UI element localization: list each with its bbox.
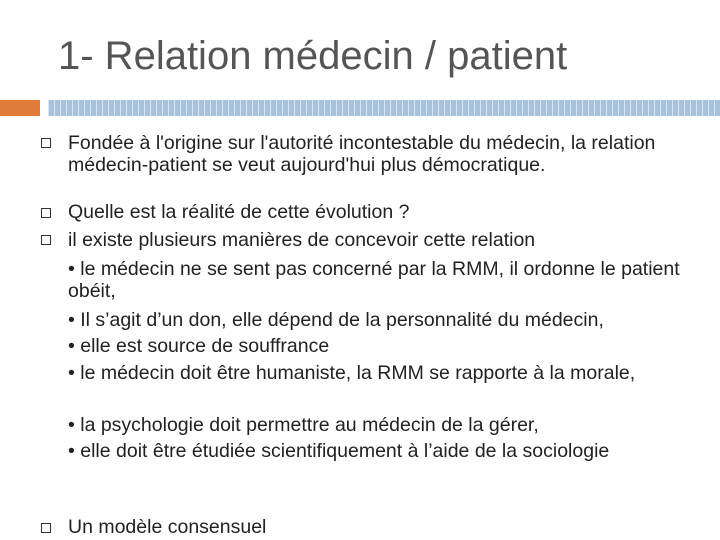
- bullet-text: il existe plusieurs manières de concevoir cette relation: [68, 229, 536, 251]
- sub-item-text: • la psychologie doit permettre au médecin de la gérer,: [68, 414, 539, 436]
- sub-item-text: • elle doit être étudiée scientifiquement à l’aide de la sociologie: [68, 440, 610, 462]
- sub-item-text: • elle est source de souffrance: [68, 335, 330, 357]
- slide-title: 1- Relation médecin / patient: [58, 34, 568, 78]
- sub-item-text: • le médecin doit être humaniste, la RMM se rapporte à la morale,: [68, 362, 636, 384]
- bullet-text: Quelle est la réalité de cette évolution ?: [68, 201, 410, 223]
- accent-bar-orange: [0, 100, 40, 116]
- sub-item-text: • Il s’agit d’un don, elle dépend de la personnalité du médecin,: [68, 309, 604, 331]
- square-bullet-icon: [41, 208, 51, 218]
- square-bullet-icon: [41, 523, 51, 533]
- square-bullet-icon: [41, 235, 51, 245]
- sub-item-text: • le médecin ne se sent pas concerné par la RMM, il ordonne le patient obéit,: [68, 258, 680, 302]
- bullet-text: Un modèle consensuel: [68, 516, 267, 538]
- bullet-text: Fondée à l'origine sur l'autorité incontestable du médecin, la relation médecin-patient se veut aujourd'hui plus démocratique.: [68, 132, 656, 176]
- square-bullet-icon: [41, 138, 51, 148]
- accent-bar-blue: [48, 100, 720, 116]
